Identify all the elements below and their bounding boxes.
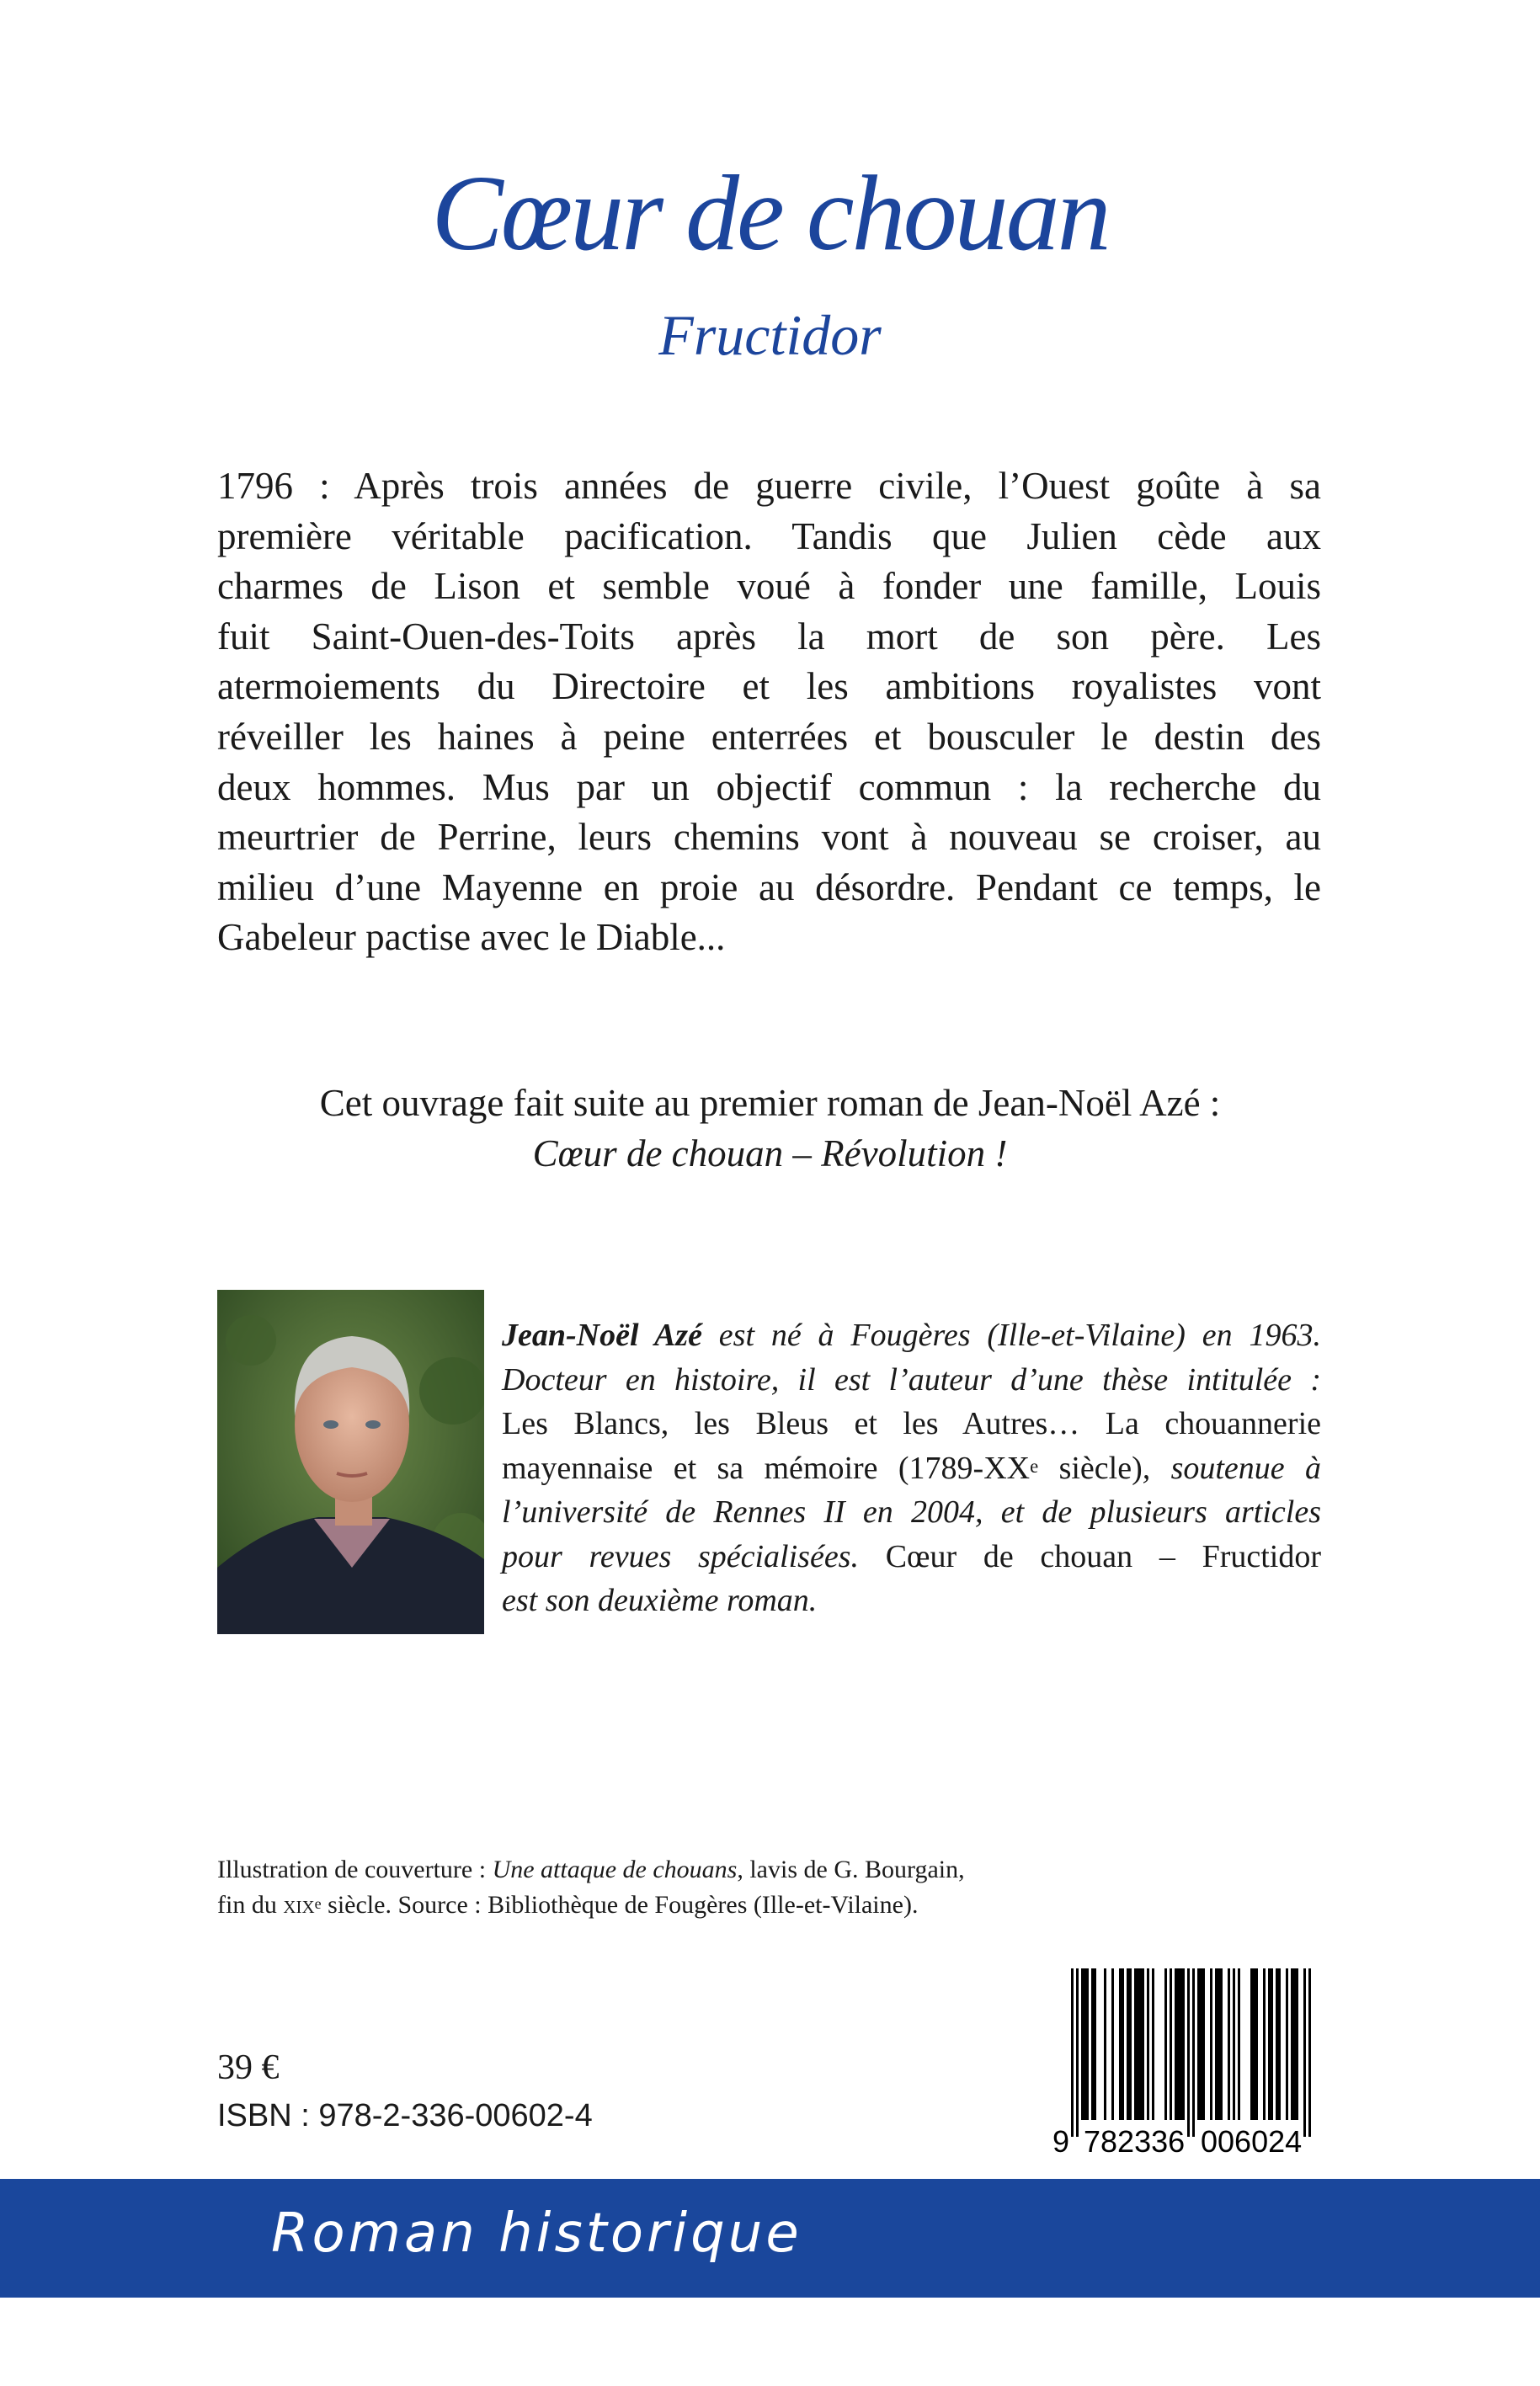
- barcode-bar: [1278, 1968, 1281, 2120]
- barcode-bar: [1238, 1968, 1240, 2120]
- genre-label: Roman historique: [271, 2202, 802, 2265]
- barcode-bar: [1180, 1968, 1182, 2120]
- barcode-bar: [1139, 1968, 1142, 2120]
- credit-text: , lavis de G. Bourgain,: [737, 1856, 965, 1883]
- illustration-credit: [217, 1852, 965, 1923]
- barcode-bar: [1094, 1968, 1096, 2120]
- sequel-note: [0, 1078, 1540, 1179]
- barcode-bar: [1218, 1968, 1220, 2120]
- barcode-bar: [1175, 1968, 1177, 2120]
- previous-title: Cœur de chouan – Révolution !: [532, 1132, 1008, 1174]
- barcode-bar: [1308, 1968, 1311, 2137]
- bio-text: , soutenue à: [1142, 1450, 1322, 1486]
- isbn: ISBN : 978-2-336-00602-4: [217, 2098, 593, 2133]
- barcode: [1052, 1968, 1326, 2155]
- barcode-bar: [1210, 1968, 1212, 2120]
- summary-line: fuit Saint-Ouen-des-Toits après la mort de son père. Les: [217, 615, 1321, 658]
- book-title: Cœur de chouan: [431, 153, 1109, 273]
- genre-band: [0, 2179, 1540, 2298]
- century: xix: [283, 1891, 315, 1919]
- barcode-bar: [1147, 1968, 1149, 2120]
- thesis-title: mayennaise et sa mémoire (1789-XX: [502, 1450, 1031, 1486]
- barcode-bar: [1192, 1968, 1195, 2137]
- credit-text: Illustration de couverture :: [217, 1856, 493, 1883]
- summary-line: Gabeleur pactise avec le Diable...: [217, 916, 726, 959]
- barcode-bar: [1084, 1968, 1086, 2120]
- barcode-bar: [1119, 1968, 1122, 2120]
- barcode-bar: [1137, 1968, 1139, 2120]
- summary-line: charmes de Lison et semble voué à fonder une famille, Louis: [217, 565, 1321, 608]
- barcode-bar: [1233, 1968, 1235, 2120]
- book-subtitle: Fructidor: [658, 303, 882, 367]
- barcode-bar: [1291, 1968, 1293, 2120]
- credit-text: fin du: [217, 1891, 284, 1919]
- summary-line: atermoiements du Directoire et les ambitions royalistes vont: [217, 665, 1321, 708]
- barcode-bar: [1134, 1968, 1137, 2120]
- barcode-digits: 9: [1052, 2124, 1070, 2155]
- barcode-bar: [1182, 1968, 1185, 2120]
- summary-line: milieu d’une Mayenne en proie au désordre. Pendant ce temps, le: [217, 865, 1321, 908]
- sequel-line: Cet ouvrage fait suite au premier roman de Jean-Noël Azé :: [319, 1082, 1221, 1124]
- barcode-bar: [1142, 1968, 1144, 2120]
- barcode-bar: [1071, 1968, 1074, 2137]
- barcode-bar: [1129, 1968, 1132, 2120]
- barcode-bar: [1164, 1968, 1167, 2120]
- summary-line: réveiller les haines à peine enterrées et bousculer le destin des: [217, 715, 1321, 758]
- barcode-bar: [1177, 1968, 1180, 2120]
- barcode-bar: [1122, 1968, 1124, 2120]
- barcode-bar: [1286, 1968, 1288, 2120]
- barcode-bar: [1215, 1968, 1218, 2120]
- barcode-bar: [1293, 1968, 1296, 2120]
- bio-text: Docteur en histoire, il est l’auteur d’une thèse intitulée :: [502, 1361, 1321, 1398]
- barcode-bar: [1263, 1968, 1266, 2120]
- book-title-ref: Cœur de chouan – Fructidor: [858, 1538, 1321, 1574]
- author-name: Jean-Noël Azé: [502, 1318, 702, 1353]
- superscript: e: [1030, 1455, 1039, 1477]
- barcode-bar: [1104, 1968, 1106, 2120]
- barcode-bar: [1220, 1968, 1223, 2120]
- barcode-bar: [1111, 1968, 1114, 2120]
- summary-paragraph: [217, 461, 1321, 963]
- credit-text: siècle. Source : Bibliothèque de Fougères (Ille-et-Vilaine).: [321, 1891, 919, 1919]
- barcode-bar: [1202, 1968, 1205, 2120]
- barcode-bar: [1127, 1968, 1129, 2120]
- summary-line: première véritable pacification. Tandis que Julien cède aux: [217, 514, 1321, 557]
- artwork-title: Une attaque de chouans: [492, 1856, 738, 1883]
- barcode-bar: [1253, 1968, 1255, 2120]
- bio-text: est son deuxième roman.: [502, 1583, 818, 1618]
- author-photo: [217, 1290, 484, 1634]
- superscript: e: [314, 1895, 322, 1912]
- barcode-bar: [1271, 1968, 1273, 2120]
- barcode-bar: [1255, 1968, 1258, 2120]
- barcode-bar: [1228, 1968, 1230, 2120]
- barcode-bar: [1303, 1968, 1306, 2137]
- price: 39 €: [217, 2048, 280, 2087]
- barcode-bar: [1086, 1968, 1089, 2120]
- author-bio: [502, 1313, 1321, 1623]
- barcode-bar: [1170, 1968, 1172, 2120]
- barcode-bar: [1197, 1968, 1200, 2120]
- summary-line: meurtrier de Perrine, leurs chemins vont à nouveau se croiser, au: [217, 816, 1321, 859]
- summary-line: 1796 : Après trois années de guerre civile, l’Ouest goûte à sa: [217, 465, 1321, 507]
- barcode-bar: [1296, 1968, 1298, 2120]
- barcode-bar: [1250, 1968, 1253, 2120]
- barcode-digits: 006024: [1201, 2124, 1303, 2155]
- bio-text: pour revues spécialisées.: [502, 1538, 859, 1574]
- barcode-bar: [1276, 1968, 1278, 2120]
- summary-line: deux hommes. Mus par un objectif commun : la recherche du: [217, 765, 1321, 808]
- barcode-bar: [1152, 1968, 1154, 2120]
- barcode-bar: [1268, 1968, 1271, 2120]
- barcode-bar: [1081, 1968, 1084, 2120]
- barcode-bar: [1187, 1968, 1190, 2137]
- bio-text: l’université de Rennes II en 2004, et de plusieurs articles: [502, 1494, 1321, 1530]
- bio-text: est né à Fougères (Ille-et-Vilaine) en 1963.: [701, 1318, 1321, 1353]
- thesis-title: siècle): [1038, 1450, 1143, 1486]
- barcode-bar: [1076, 1968, 1079, 2137]
- barcode-bar: [1091, 1968, 1094, 2120]
- barcode-digits: 782336: [1084, 2124, 1186, 2155]
- thesis-title: Les Blancs, les Bleus et les Autres… La chouannerie: [502, 1406, 1321, 1441]
- barcode-bar: [1200, 1968, 1202, 2120]
